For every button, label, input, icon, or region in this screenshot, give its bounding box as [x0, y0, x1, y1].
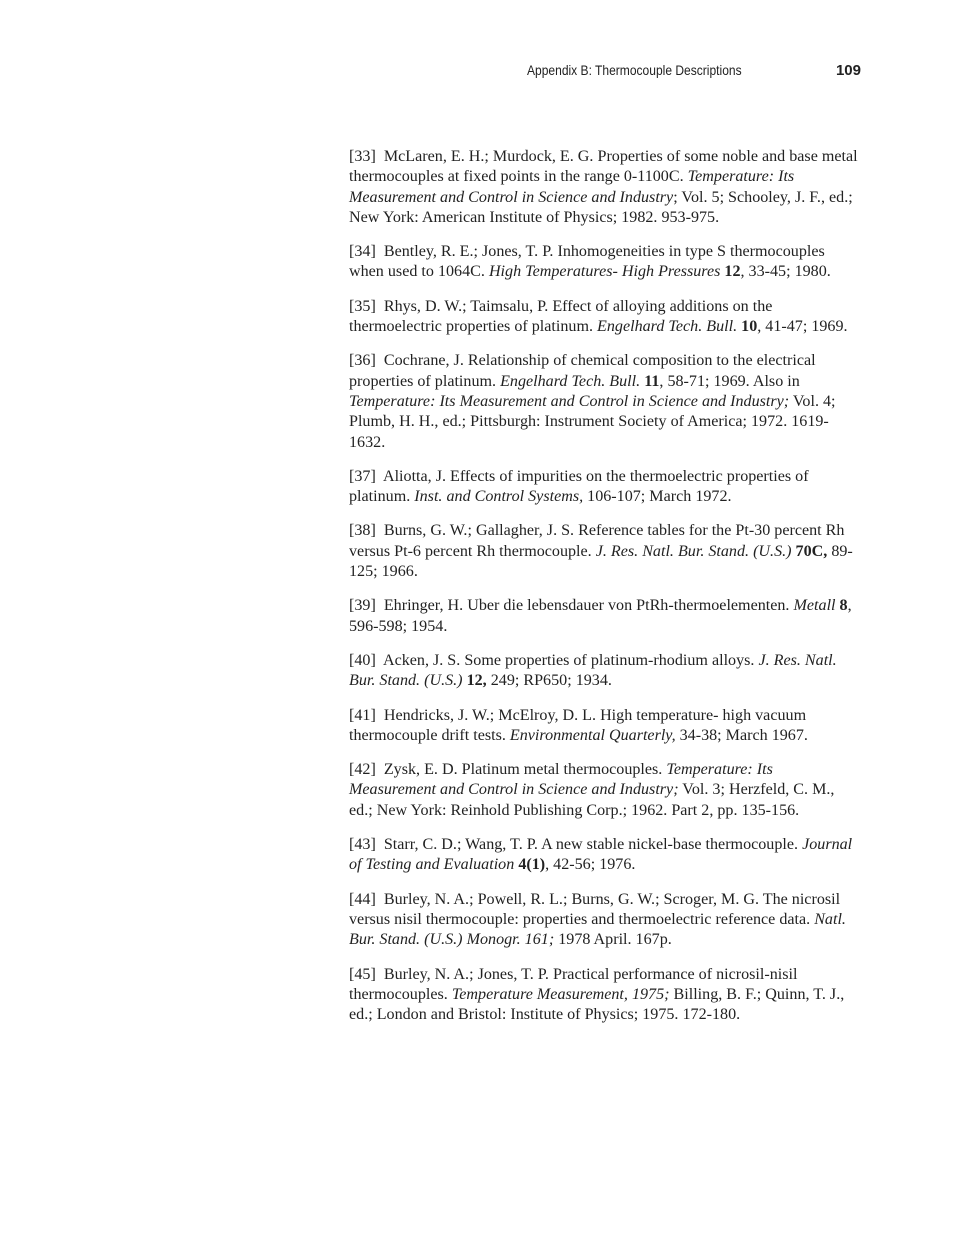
- reference-title: High temperature- high vacuum thermocouple drift tests.: [349, 706, 807, 744]
- page-number: 109: [835, 62, 861, 79]
- reference-authors: Burley, N. A.; Jones, T. P.: [383, 965, 549, 983]
- reference-source: Engelhard Tech. Bull.: [500, 372, 641, 390]
- reference-title: Relationship of chemical composition to the electrical properties of platinum.: [349, 352, 816, 390]
- reference-details-secondary: Vol. 4; Plumb, H. H., ed.; Pittsburgh: Instrument Society of America; 1972. 1619-1632.: [349, 392, 836, 451]
- reference-source: Environmental Quarterly,: [509, 726, 676, 744]
- reference-details: ; Vol. 5; Schooley, J. F., ed.; New York: American Institute of Physics; 1982. 953-975.: [349, 188, 853, 226]
- reference-title: A new stable nickel-base thermocouple.: [541, 836, 799, 854]
- reference-source: Temperature Measurement, 1975;: [451, 985, 670, 1003]
- reference-number: [40]: [349, 651, 376, 669]
- reference-volume: 12,: [466, 672, 487, 690]
- reference-volume: 10: [741, 318, 758, 336]
- reference-authors: Hendricks, J. W.; McElroy, D. L.: [383, 706, 597, 724]
- reference-details: Vol. 3; Herzfeld, C. M., ed.; New York: Reinhold Publishing Corp.; 1962. Part 2, pp. 135-156.: [349, 781, 835, 819]
- reference-title: Platinum metal thermocouples.: [461, 761, 663, 779]
- reference-source: Temperature: Its Measurement and Control in Science and Industry;: [349, 761, 773, 799]
- reference-item: [349, 965, 861, 1026]
- reference-item: [349, 467, 861, 508]
- reference-volume: 8: [839, 597, 848, 615]
- reference-source: Metall: [793, 597, 836, 615]
- reference-item: [349, 242, 861, 283]
- reference-volume: 12: [724, 263, 741, 281]
- running-header: [527, 62, 861, 82]
- reference-authors: Bentley, R. E.; Jones, T. P.: [383, 243, 554, 261]
- reference-item: [349, 147, 861, 228]
- reference-title: Effect of alloying additions on the thermoelectric properties of platinum.: [349, 297, 773, 336]
- reference-number: [42]: [349, 761, 376, 779]
- reference-number: [45]: [349, 965, 376, 983]
- reference-authors: Zysk, E. D.: [383, 761, 458, 779]
- reference-number: [37]: [349, 467, 376, 485]
- reference-list: [349, 147, 861, 1039]
- reference-number: [43]: [349, 836, 376, 854]
- reference-details: , 33-45; 1980.: [740, 263, 831, 281]
- reference-number: [33]: [349, 148, 376, 165]
- reference-source: J. Res. Natl. Bur. Stand. (U.S.): [349, 651, 837, 690]
- reference-item: [349, 835, 861, 876]
- reference-authors: Burns, G. W.; Gallagher, J. S.: [383, 522, 575, 540]
- reference-item: [349, 521, 861, 582]
- reference-title: Uber die lebensdauer von PtRh-thermoelementen.: [467, 597, 790, 615]
- reference-authors: Aliotta, J.: [382, 467, 446, 485]
- reference-number: [34]: [349, 243, 376, 261]
- reference-details: , 58-71; 1969. Also in: [659, 372, 800, 390]
- reference-source: Temperature: Its Measurement and Control in Science and Industry: [349, 168, 795, 206]
- reference-number: [35]: [349, 297, 376, 315]
- reference-volume: 4(1): [518, 856, 546, 874]
- reference-number: [41]: [349, 706, 376, 724]
- reference-title: Inhomogeneities in type S thermocouples when used to 1064C.: [349, 243, 825, 281]
- reference-title: The nicrosil versus nisil thermocouple: properties and thermoelectric reference data.: [349, 890, 841, 928]
- reference-title: Practical performance of nicrosil-nisil thermocouples.: [349, 965, 798, 1003]
- reference-authors: Rhys, D. W.; Taimsalu, P.: [383, 297, 549, 315]
- reference-title: Reference tables for the Pt-30 percent Rh versus Pt-6 percent Rh thermocouple.: [349, 522, 845, 560]
- reference-number: [36]: [349, 352, 376, 370]
- reference-authors: Burley, N. A.; Powell, R. L.; Burns, G. W.; Scroger, M. G.: [383, 890, 760, 908]
- reference-number: [38]: [349, 522, 376, 540]
- reference-authors: Ehringer, H.: [383, 597, 464, 615]
- reference-authors: McLaren, E. H.; Murdock, E. G.: [383, 148, 594, 165]
- reference-source: Natl. Bur. Stand. (U.S.) Monogr. 161;: [349, 910, 846, 949]
- section-title: Appendix B: Thermocouple Descriptions: [527, 62, 742, 78]
- reference-volume: 11: [644, 372, 660, 390]
- reference-number: [44]: [349, 890, 376, 908]
- reference-item: [349, 890, 861, 951]
- reference-item: [349, 596, 861, 637]
- reference-source: J. Res. Natl. Bur. Stand. (U.S.): [595, 542, 792, 560]
- reference-title: Some properties of platinum-rhodium alloys.: [464, 651, 755, 669]
- reference-item: [349, 297, 861, 338]
- reference-authors: Cochrane, J.: [383, 352, 464, 370]
- reference-details: , 596-598; 1954.: [349, 597, 852, 635]
- reference-source: High Temperatures- High Pressures: [488, 263, 721, 281]
- reference-source: Journal of Testing and Evaluation: [349, 836, 853, 874]
- reference-item: [349, 351, 861, 452]
- reference-details: 249; RP650; 1934.: [490, 672, 612, 690]
- reference-source-secondary: Temperature: Its Measurement and Control in Science and Industry;: [349, 392, 790, 410]
- reference-details: 89-125; 1966.: [349, 542, 853, 581]
- reference-item: [349, 760, 861, 821]
- reference-title: Effects of impurities on the thermoelectric properties of platinum.: [349, 467, 809, 506]
- reference-details: , 41-47; 1969.: [757, 318, 848, 336]
- reference-authors: Acken, J. S.: [382, 651, 461, 669]
- reference-details: 1978 April. 167p.: [558, 931, 672, 949]
- reference-authors: Starr, C. D.; Wang, T. P.: [383, 836, 538, 854]
- reference-volume: 70C,: [795, 542, 828, 560]
- reference-details: Billing, B. F.; Quinn, T. J., ed.; London and Bristol: Institute of Physics; 1975. 172-180.: [349, 985, 845, 1024]
- reference-title: Properties of some noble and base metal thermocouples at fixed points in the range 0-1100C.: [349, 148, 858, 186]
- reference-source: Engelhard Tech. Bull.: [597, 318, 738, 336]
- reference-details: 106-107; March 1972.: [587, 488, 732, 506]
- reference-item: [349, 651, 861, 692]
- reference-details: 34-38; March 1967.: [679, 726, 808, 744]
- reference-item: [349, 706, 861, 747]
- reference-details: , 42-56; 1976.: [545, 856, 636, 874]
- reference-source: Inst. and Control Systems,: [414, 488, 584, 506]
- reference-number: [39]: [349, 597, 376, 615]
